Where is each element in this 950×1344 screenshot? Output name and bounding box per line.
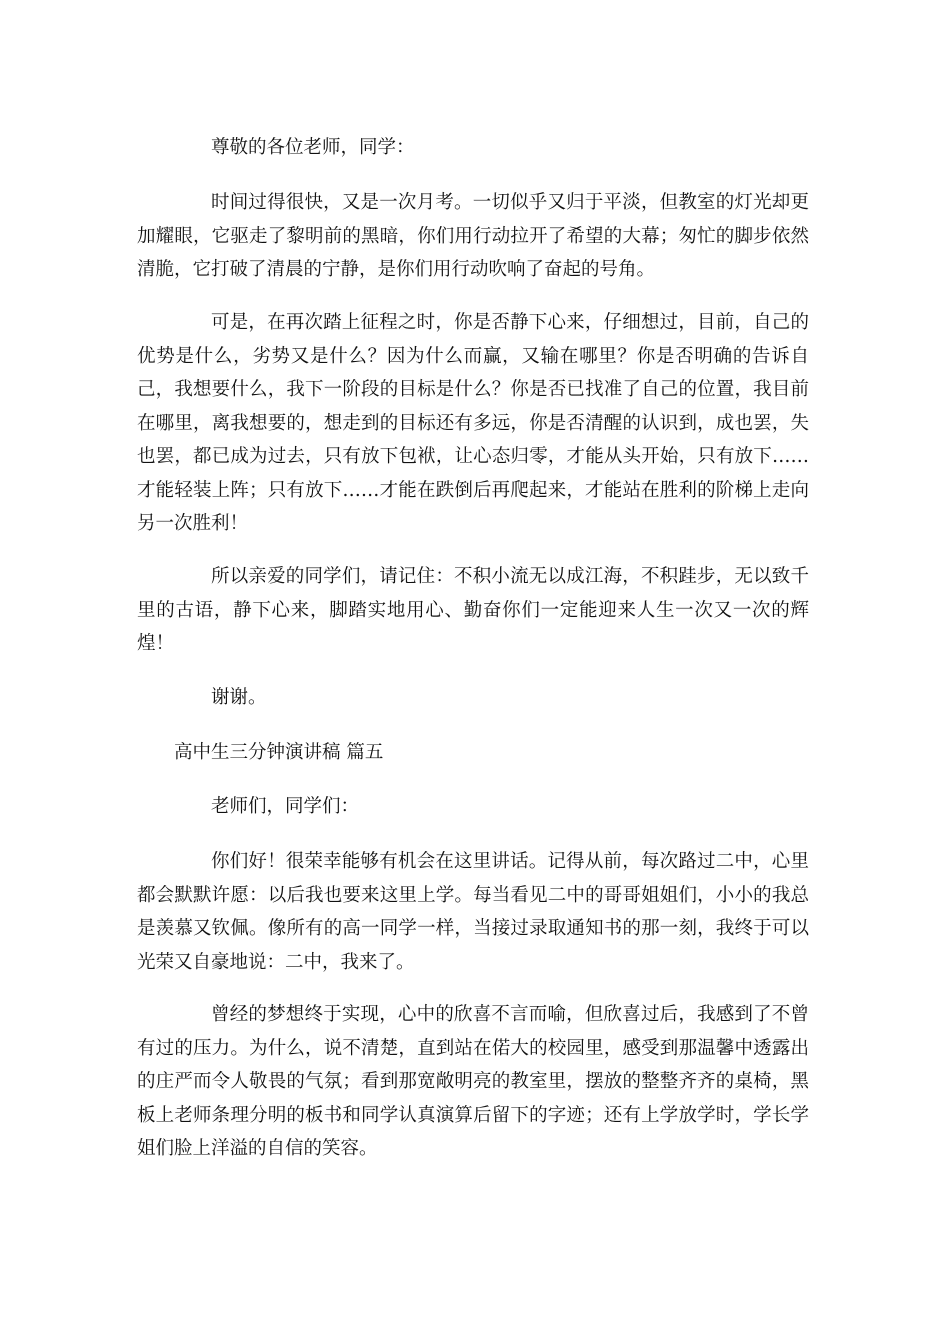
body-paragraph: 可是，在再次踏上征程之时，你是否静下心来，仔细想过，目前，自己的优势是什么，劣势又是什么？因为什么而赢，又输在哪里？你是否明确的告诉自己，我想要什么，我下一阶段的目标是什么？你是否已找准了自己的位置，我目前在哪里，离我想要的，想走到的目标还有多远，你是否清醒的认识到，成也罢，失也罢，都已成为过去，只有放下包袱，让心态归零，才能从头开始，只有放下……才能轻装上阵；只有放下……才能在跌倒后再爬起来，才能站在胜利的阶梯上走向另一次胜利！ <box>137 312 809 534</box>
body-paragraph: 时间过得很快，又是一次月考。一切似乎又归于平淡，但教室的灯光却更加耀眼，它驱走了黎明前的黑暗，你们用行动拉开了希望的大幕；匆忙的脚步依然清脆，它打破了清晨的宁静，是你们用行动吹响了奋起的号角。 <box>137 192 809 280</box>
salutation-paragraph: 尊敬的各位老师，同学： <box>211 137 415 158</box>
body-paragraph: 曾经的梦想终于实现，心中的欣喜不言而喻，但欣喜过后，我感到了不曾有过的压力。为什么，说不清楚，直到站在偌大的校园里，感受到那温馨中透露出的庄严而令人敬畏的气氛；看到那宽敞明亮的教室里，摆放的整整齐齐的桌椅，黑板上老师条理分明的板书和同学认真演算后留下的字迹；还有上学放学时，学长学姐们脸上洋溢的自信的笑容。 <box>137 1004 809 1159</box>
body-paragraph: 你们好！很荣幸能够有机会在这里讲话。记得从前，每次路过二中，心里都会默默许愿：以后我也要来这里上学。每当看见二中的哥哥姐姐们，小小的我总是羡慕又钦佩。像所有的高一同学一样，当接过录取通知书的那一刻，我终于可以光荣又自豪地说：二中，我来了。 <box>137 851 809 973</box>
body-paragraph: 所以亲爱的同学们，请记住：不积小流无以成江海，不积跬步，无以致千里的古语，静下心来，脚踏实地用心、勤奋你们一定能迎来人生一次又一次的辉煌！ <box>137 566 809 654</box>
section-title: 高中生三分钟演讲稿 篇五 <box>174 742 384 763</box>
closing-paragraph: 谢谢。 <box>211 687 267 708</box>
salutation-paragraph: 老师们，同学们： <box>211 796 360 817</box>
